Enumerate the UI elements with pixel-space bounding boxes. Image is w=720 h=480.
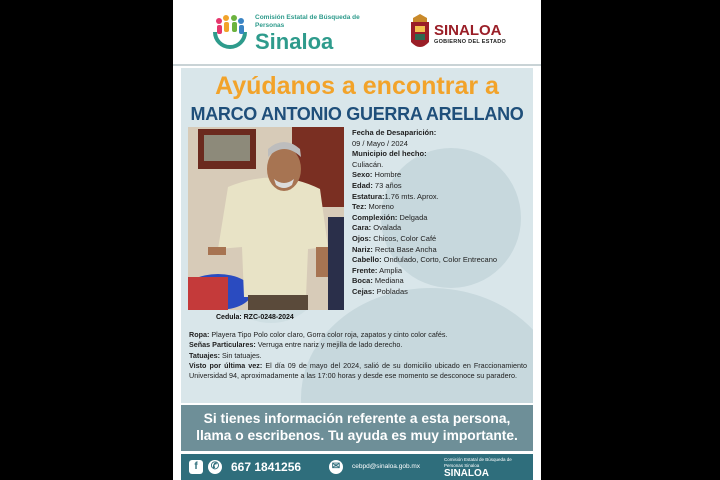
fact-row: Estatura:1.76 mts. Aprox.	[352, 191, 439, 201]
state-subtitle: GOBIERNO DEL ESTADO	[434, 39, 507, 45]
marks-row: Señas Particulares: Verruga entre nariz y mejilla de lado derecho.	[189, 340, 403, 350]
fact-row: Frente: Amplia	[352, 265, 403, 275]
commission-title: Sinaloa	[255, 29, 334, 54]
commission-logo-text	[255, 14, 365, 54]
poster-body	[181, 68, 533, 403]
fact-row: Cejas: Pobladas	[352, 286, 408, 296]
headline: Ayúdanos a encontrar a	[215, 72, 499, 100]
whatsapp-icon[interactable]: ✆	[208, 460, 222, 474]
state-title: SINALOA	[434, 22, 502, 39]
footer-brand-title: SINALOA	[444, 468, 489, 479]
fact-row: Cabello: Ondulado, Corto, Color Entrecano	[352, 255, 498, 265]
fact-row: Culiacán.	[352, 159, 384, 169]
fact-row: Cara: Ovalada	[352, 223, 402, 233]
footer-org: Comisión Estatal de Búsqueda de Personas Sinaloa	[444, 457, 512, 468]
fact-row: Complexión: Delgada	[352, 212, 428, 222]
clothing-row: Ropa: Playera Tipo Polo color claro, Gorra color roja, zapatos y cinto color cafés.	[189, 330, 448, 339]
state-shield-icon	[409, 14, 431, 54]
state-logo-text	[434, 23, 506, 45]
contact-footer	[181, 454, 533, 480]
fact-row: Nariz: Recta Base Ancha	[352, 244, 437, 254]
cedula-number: Cedula: RZC-0248-2024	[216, 314, 294, 321]
fact-row: Ojos: Chicos, Color Café	[352, 233, 437, 243]
physical-description-list	[352, 128, 532, 298]
facebook-icon[interactable]: f	[189, 460, 203, 474]
last-seen-row: Visto por última vez: El día 09 de mayo del 2024, salió de su domicilio ubicado en Fraccionamiento Universidad 94, aproximadamente a las 17:00 horas y desde ese momento se desconoce su paradero.	[189, 360, 527, 381]
tattoos-row: Tatuajes: Sin tatuajes.	[189, 350, 262, 360]
fact-row: Boca: Mediana	[352, 276, 404, 286]
search-poster	[173, 0, 541, 480]
person-photo	[188, 127, 344, 310]
commission-logo-icon	[209, 12, 251, 56]
info-line-2: llama o escribenos. Tu ayuda es muy importante.	[196, 428, 518, 443]
info-banner	[181, 405, 533, 451]
fact-row: 09 / Mayo / 2024	[352, 138, 408, 148]
fact-row: Municipio del hecho:	[352, 149, 427, 159]
person-photo-illustration	[188, 127, 344, 310]
poster-header	[173, 0, 541, 66]
fact-row: Edad: 73 años	[352, 180, 402, 190]
fact-row: Tez: Moreno	[352, 202, 394, 212]
fact-row: Fecha de Desaparición:	[352, 128, 437, 137]
info-message	[181, 410, 533, 444]
info-line-1: Si tienes información referente a esta persona,	[203, 411, 511, 426]
email-address[interactable]: cebpd@sinaloa.gob.mx	[352, 463, 421, 470]
person-name: MARCO ANTONIO GUERRA ARELLANO	[190, 104, 524, 124]
footer-brand	[444, 457, 528, 479]
fact-row: Sexo: Hombre	[352, 170, 402, 180]
commission-subtitle: Comisión Estatal de Búsqueda de Personas	[255, 14, 360, 29]
email-icon[interactable]: ✉	[329, 460, 343, 474]
clothing-description	[189, 330, 527, 381]
phone-number[interactable]: 667 1841256	[231, 460, 302, 474]
